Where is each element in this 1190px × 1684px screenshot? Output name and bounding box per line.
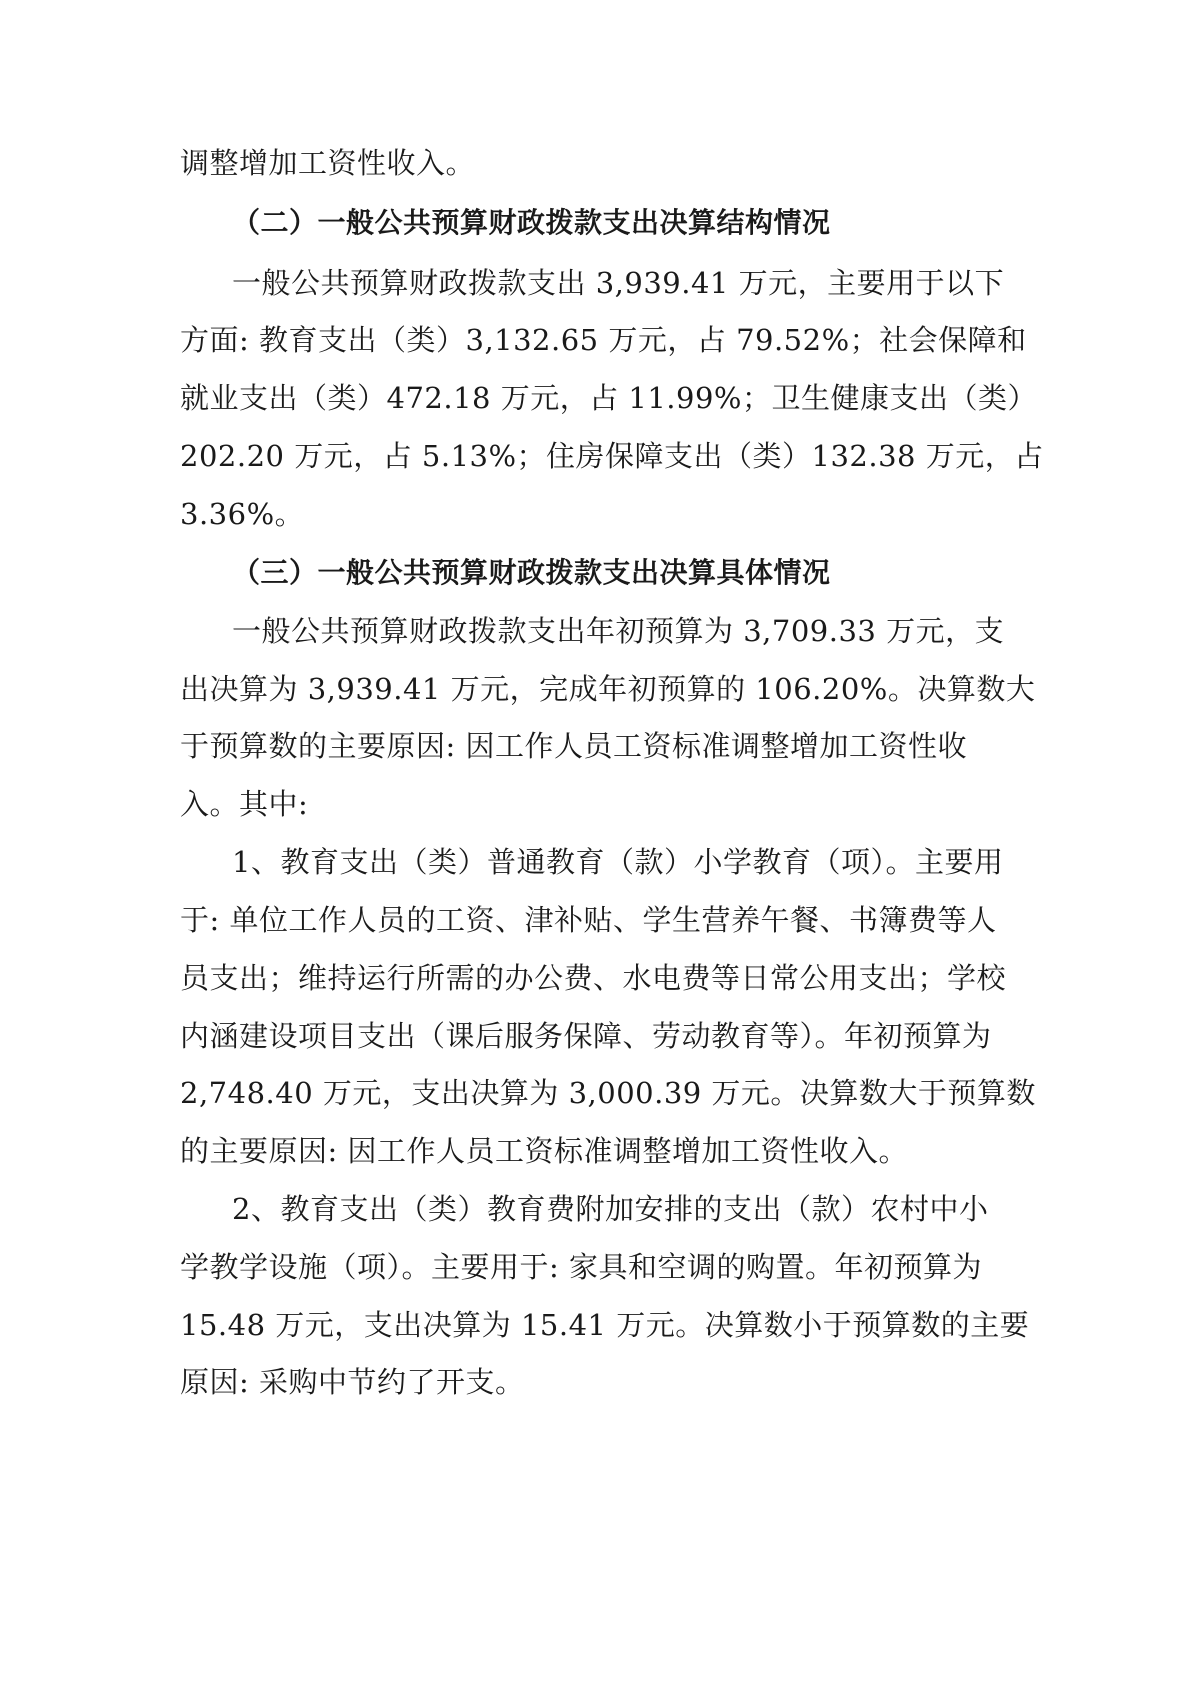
body-text-line: 一般公共预算财政拨款支出年初预算为 3,709.33 万元，支 [232, 614, 1005, 648]
body-text-line: 一般公共预算财政拨款支出 3,939.41 万元，主要用于以下 [232, 266, 1005, 300]
body-text-line: 原因: 采购中节约了开支。 [180, 1365, 525, 1399]
body-text-line: 15.48 万元，支出决算为 15.41 万元。决算数小于预算数的主要 [180, 1308, 1030, 1342]
body-text-line: 1、教育支出（类）普通教育（款）小学教育（项）。主要用 [232, 845, 1004, 879]
body-text-line: 员支出；维持运行所需的办公费、水电费等日常公用支出；学校 [180, 961, 1007, 995]
body-text-line: 于: 单位工作人员的工资、津补贴、学生营养午餐、书簿费等人 [180, 903, 997, 937]
body-text-line: 的主要原因: 因工作人员工资标准调整增加工资性收入。 [180, 1134, 908, 1168]
body-text-line: 调整增加工资性收入。 [180, 146, 476, 180]
body-text-line: 内涵建设项目支出（课后服务保障、劳动教育等）。年初预算为 [180, 1019, 992, 1053]
body-text-line: 2,748.40 万元，支出决算为 3,000.39 万元。决算数大于预算数 [180, 1076, 1036, 1110]
body-text-line: 方面: 教育支出（类）3,132.65 万元，占 79.52%；社会保障和 [180, 323, 1027, 357]
body-text-line: 202.20 万元，占 5.13%；住房保障支出（类）132.38 万元，占 [180, 439, 1044, 473]
body-text-line: 入。其中: [180, 787, 309, 821]
body-text-line: 3.36%。 [180, 497, 305, 531]
section-heading-2: （二）一般公共预算财政拨款支出决算结构情况 [232, 206, 831, 239]
body-text-line: 出决算为 3,939.41 万元，完成年初预算的 106.20%。决算数大 [180, 672, 1036, 706]
body-text-line: 就业支出（类）472.18 万元，占 11.99%；卫生健康支出（类） [180, 381, 1037, 415]
body-text-line: 学教学设施（项）。主要用于: 家具和空调的购置。年初预算为 [180, 1250, 982, 1284]
body-text-line: 2、教育支出（类）教育费附加安排的支出（款）农村中小 [232, 1192, 989, 1226]
section-heading-3: （三）一般公共预算财政拨款支出决算具体情况 [232, 556, 831, 589]
body-text-line: 于预算数的主要原因: 因工作人员工资标准调整增加工资性收 [180, 729, 967, 763]
